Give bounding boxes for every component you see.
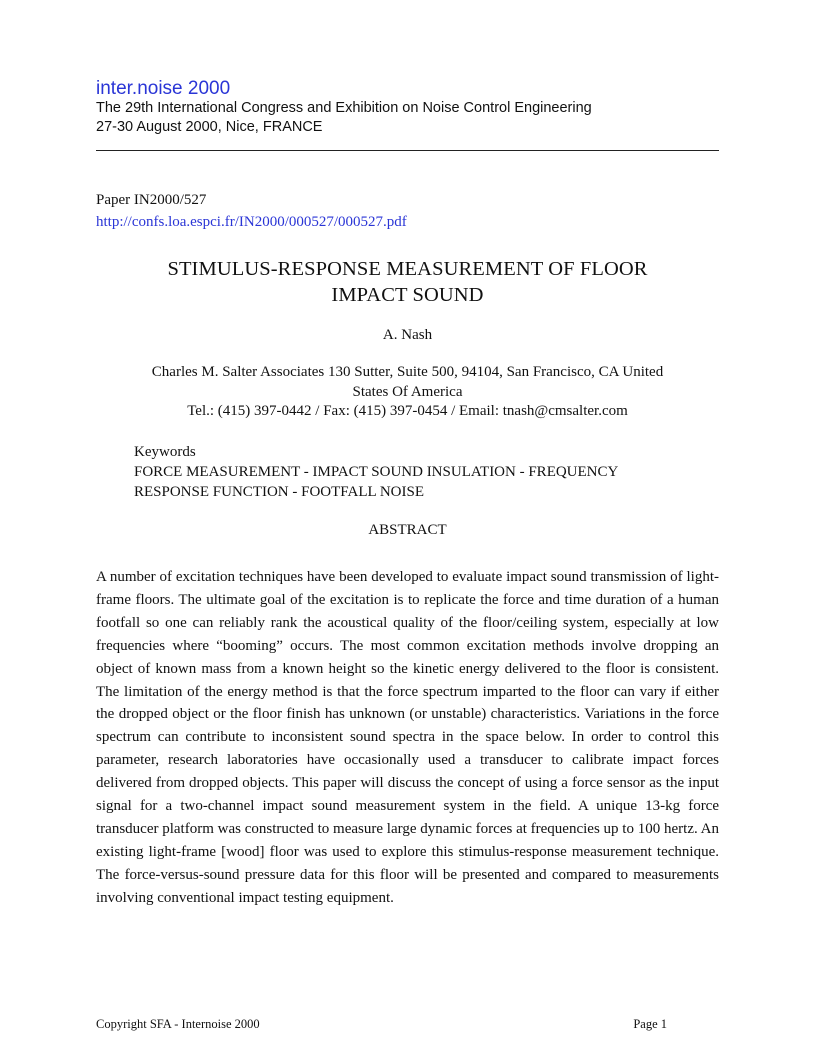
keywords-line-2: RESPONSE FUNCTION - FOOTFALL NOISE — [134, 484, 425, 500]
keywords-line-1: FORCE MEASUREMENT - IMPACT SOUND INSULATION - FREQUENCY — [134, 464, 619, 480]
keywords-label: Keywords — [134, 444, 196, 460]
affiliation-line-1: Charles M. Salter Associates 130 Sutter, Suite 500, 94104, San Francisco, CA United — [151, 364, 664, 380]
paper-url-link[interactable]: http://confs.loa.espci.fr/IN2000/000527/000527.pdf — [96, 214, 407, 230]
conference-name: inter.noise 2000 — [96, 78, 231, 99]
conference-dates: 27-30 August 2000, Nice, FRANCE — [96, 119, 323, 135]
footer-page-number: Page 1 — [633, 1017, 667, 1031]
author: A. Nash — [382, 327, 433, 343]
affiliation-line-2: States Of America — [352, 384, 463, 400]
paper-title-line-2: IMPACT SOUND — [331, 284, 484, 306]
paper-id: Paper IN2000/527 — [96, 192, 207, 208]
congress-name: The 29th International Congress and Exhibition on Noise Control Engineering — [96, 100, 592, 116]
header-divider — [96, 150, 719, 151]
paper-title-line-1: STIMULUS-RESPONSE MEASUREMENT OF FLOOR — [167, 258, 648, 280]
abstract-text: A number of excitation techniques have been developed to evaluate impact sound transmission of light-frame floors. The ultimate goal of the excitation is to replicate the force and time duration of a human footfall so one can reliably rank the acoustical quality of the floor/ceiling system, especially at low frequencies where “booming” occurs. The most common excitation methods involve dropping an object of known mass from a known height so the kinetic energy delivered to the floor is consistent. The limitation of the energy method is that the force spectrum imparted to the floor can vary if either the dropped object or the floor finish has unknown (or unstable) characteristics. Variations in the force spectrum can contribute to inconsistent sound spectra in the space below. In order to control this parameter, research laboratories have occasionally used a transducer to calibrate impact forces delivered from dropped objects. This paper will discuss the concept of using a force sensor as the input signal for a two-channel impact sound measurement system in the field. A unique 13-kg force transducer platform was constructed to measure large dynamic forces at frequencies up to 100 hertz. An existing light-frame [wood] floor was used to explore this stimulus-response measurement technique. The force-versus-sound pressure data for this floor will be presented and compared to measurements involving conventional impact testing equipment. — [96, 569, 719, 906]
abstract-heading: ABSTRACT — [368, 522, 447, 538]
contact-info: Tel.: (415) 397-0442 / Fax: (415) 397-0454 / Email: tnash@cmsalter.com — [187, 403, 628, 419]
footer-copyright: Copyright SFA - Internoise 2000 — [96, 1017, 260, 1031]
